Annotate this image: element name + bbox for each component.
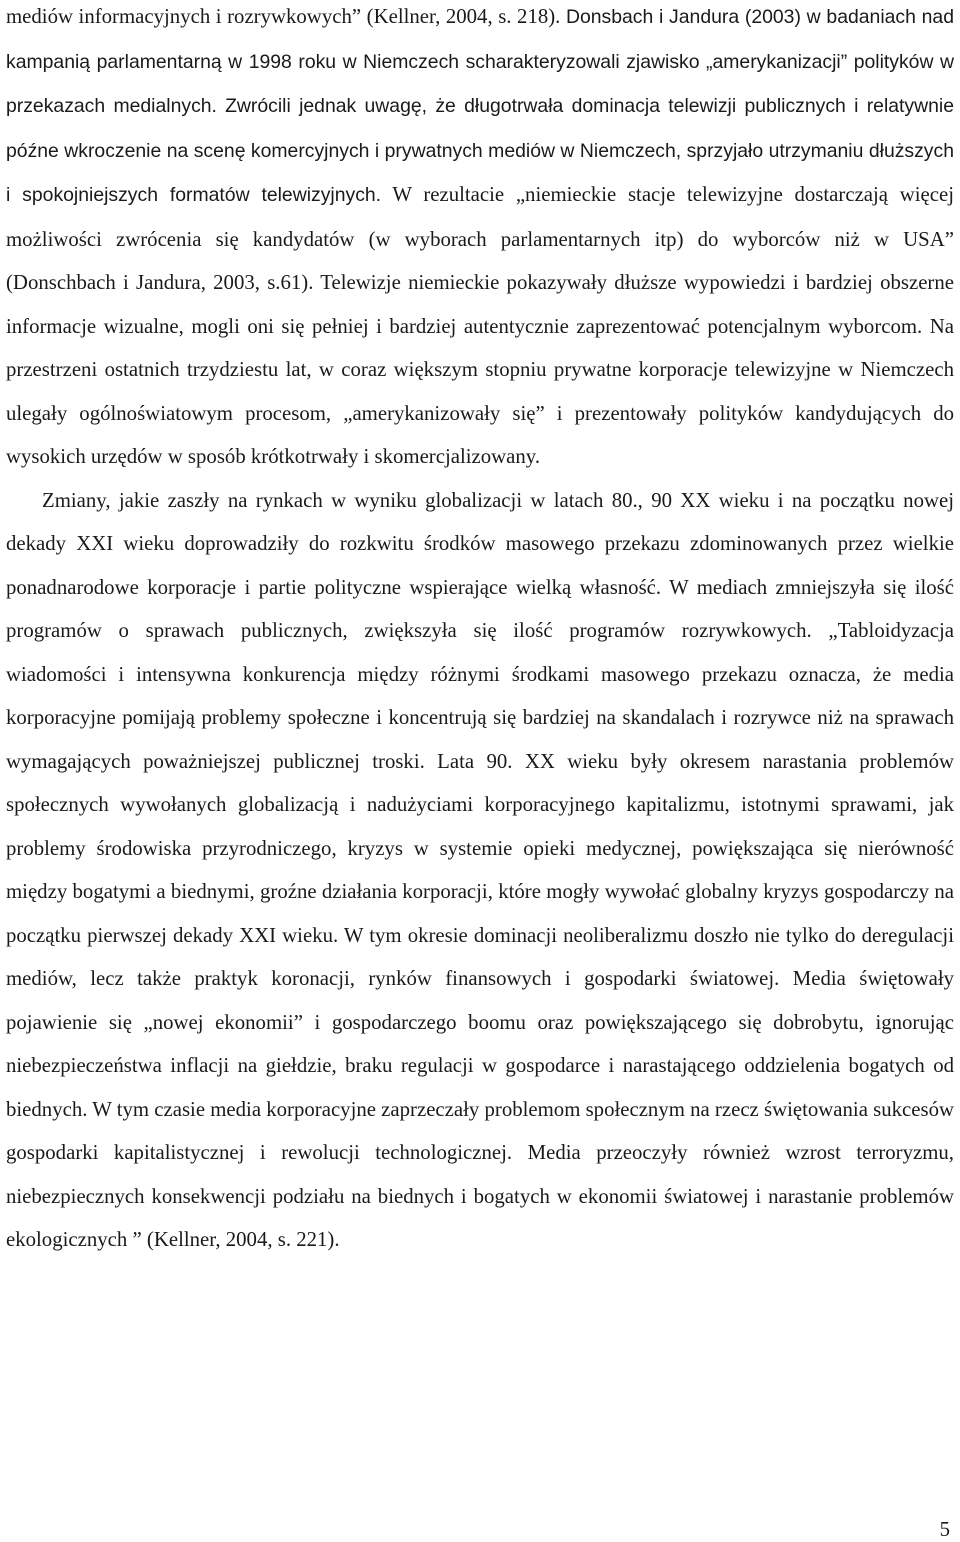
paragraph-1-sans-a: Donsbach i Jandura (2003) w badaniach nad kampanią parlamentarną w 1998 roku w Niemczech scharakteryzowali zjawisko „amerykanizacji” polityków w przekazach medialnych. xyxy=(6,6,954,117)
document-page xyxy=(6,0,954,1537)
paragraph-2: Zmiany, jakie zaszły na rynkach w wyniku globalizacji w latach 80., 90 XX wieku i na początku nowej dekady XXI wieku doprowadziły do rozkwitu środków masowego przekazu zdominowanych przez wielkie ponadnarodowe korporacje i partie polityczne wspierające wielką własność. W mediach zmniejszyła się ilość programów o sprawach publicznych, zwiększyła się ilość programów rozrywkowych. „Tabloidyzacja wiadomości i intensywna konkurencja między różnymi środkami masowego przekazu oznacza, że media korporacyjne pomijają problemy społeczne i koncentrują się bardziej na skandalach i rozrywce niż na sprawach wymagających poważniejszej publicznej troski. Lata 90. XX wieku były okresem narastania problemów społecznych wywołanych globalizacją i nadużyciami korporacyjnego kapitalizmu, istotnymi sprawami, jak problemy środowiska przyrodniczego, kryzys w systemie opieki medycznej, powiększająca się nierówność między bogatymi a biednymi, groźne działania korporacji, które mogły wywołać globalny kryzys gospodarczy na początku pierwszej dekady XXI wieku. W tym okresie dominacji neoliberalizmu doszło nie tylko do deregulacji mediów, lecz także praktyk koronacji, rynków finansowych i gospodarki światowej. Media świętowały pojawienie się „nowej ekonomii” i gospodarczego boomu oraz powiększającego się dobrobytu, ignorując niebezpieczeństwa inflacji na giełdzie, braku regulacji w gospodarce i narastającego oddzielenia bogatych od biednych. W tym czasie media korporacyjne zaprzeczały problemom społecznym na rzecz świętowania sukcesów gospodarki kapitalistycznej i rewolucji technologicznej. Media przeoczyły również wzrost terroryzmu, niebezpiecznych konsekwencji podziału na biednych i bogatych w ekonomii światowej i narastanie problemów ekologicznych ” (Kellner, 2004, s. 221). xyxy=(6,488,954,1251)
page-number: 5 xyxy=(939,1518,950,1541)
paragraph-1-rest: W rezultacie „niemieckie stacje telewizyjne dostarczają więcej możliwości zwrócenia się kandydatów (w wyborach parlamentarnych itp) do wyborców niż w USA” (Donschbach i Jandura, 2003, s.61). Telewizje niemieckie pokazywały dłuższe wypowiedzi i bardziej obszerne informacje wizualne, mogli oni się pełniej i bardziej autentycznie zaprezentować potencjalnym wyborcom. Na przestrzeni ostatnich trzydziestu lat, w coraz większym stopniu prywatne korporacje telewizyjne w Niemczech ulegały ogólnoświatowym procesom, „amerykanizowały się” i prezentowały polityków kandydujących do wysokich urzędów w sposób krótkotrwały i skomercjalizowany. xyxy=(6,183,954,468)
paragraph-1-lead: mediów informacyjnych i rozrywkowych” (Kellner, 2004, s. 218). xyxy=(6,5,561,28)
paragraph-1-sans-b: Zwrócili jednak uwagę, że długotrwała dominacja telewizji publicznych i relatywnie późne wkroczenie na scenę komercyjnych i prywatnych mediów w Niemczech, sprzyjało utrzymaniu dłuższych i spokojniejszych formatów telewizyjnych. xyxy=(6,95,955,206)
paragraph-1 xyxy=(6,0,954,479)
